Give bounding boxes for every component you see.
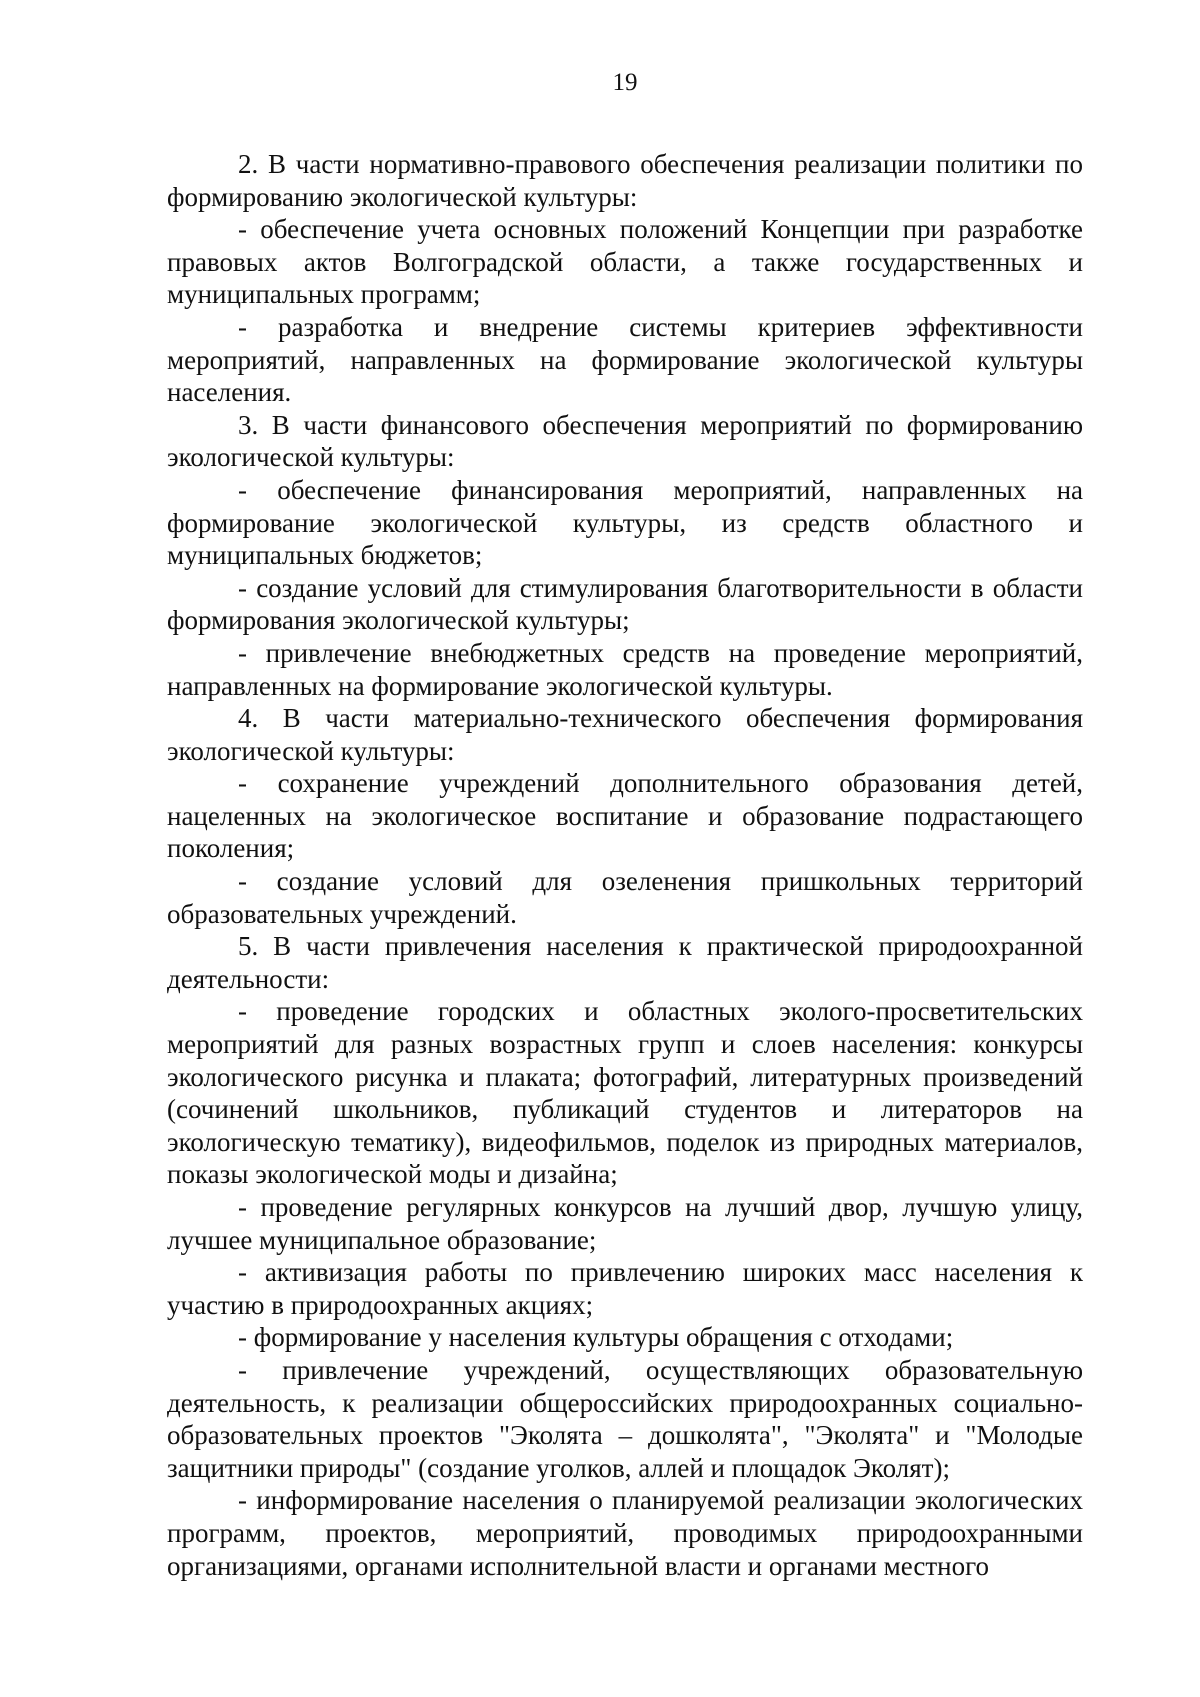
paragraph-bullet: - информирование населения о планируемой реализации экологических программ, проектов, мероприятий, проводимых природоохранными организациями, органами исполнительной власти и органами местного (167, 1485, 1083, 1581)
paragraph-bullet: - сохранение учреждений дополнительного образования детей, нацеленных на экологическое воспитание и образование подрастающего поколения; (167, 768, 1083, 864)
paragraph-bullet: - проведение городских и областных эколого-просветительских мероприятий для разных возрастных групп и слоев населения: конкурсы экологического рисунка и плаката; фотографий, литературных произведений (сочинений школьников, публикаций студентов и литераторов на экологическую тематику), видеофильмов, поделок из природных материалов, показы экологической моды и дизайна; (167, 996, 1083, 1190)
paragraph-bullet: - активизация работы по привлечению широких масс населения к участию в природоохранных акциях; (167, 1257, 1083, 1320)
paragraph-bullet: - привлечение внебюджетных средств на проведение мероприятий, направленных на формирование экологической культуры. (167, 637, 1083, 701)
paragraph-bullet: - создание условий для озеленения пришкольных территорий образовательных учреждений. (167, 866, 1083, 929)
document-body (167, 148, 1083, 1582)
page-number: 19 (612, 69, 638, 96)
paragraph-bullet: - обеспечение финансирования мероприятий, направленных на формирование экологической культуры, из средств областного и муниципальных бюджетов; (167, 474, 1083, 571)
paragraph-bullet: - создание условий для стимулирования благотворительности в области формирования экологической культуры; (167, 572, 1083, 636)
paragraph-section-4-heading: 4. В части материально-технического обеспечения формирования экологической культуры: (167, 703, 1083, 766)
paragraph-bullet: - проведение регулярных конкурсов на лучший двор, лучшую улицу, лучшее муниципальное образование; (167, 1192, 1083, 1255)
paragraph-bullet: - разработка и внедрение системы критериев эффективности мероприятий, направленных на формирование экологической культуры населения. (167, 311, 1083, 408)
paragraph-bullet: - привлечение учреждений, осуществляющих образовательную деятельность, к реализации общероссийских природоохранных социально-образовательных проектов "Эколята – дошколята", "Эколята" и "Молодые защитники природы" (создание уголков, аллей и площадок Эколят); (167, 1354, 1083, 1483)
paragraph-section-2-heading: 2. В части нормативно-правового обеспечения реализации политики по формированию экологической культуры: (167, 149, 1083, 212)
paragraph-section-3-heading: 3. В части финансового обеспечения мероприятий по формированию экологической культуры: (167, 409, 1083, 473)
paragraph-bullet: - формирование у населения культуры обращения с отходами; (238, 1322, 954, 1353)
paragraph-section-5-heading: 5. В части привлечения населения к практической природоохранной деятельности: (167, 931, 1083, 994)
paragraph-bullet: - обеспечение учета основных положений Концепции при разработке правовых актов Волгоградской области, а также государственных и муниципальных программ; (167, 214, 1083, 310)
